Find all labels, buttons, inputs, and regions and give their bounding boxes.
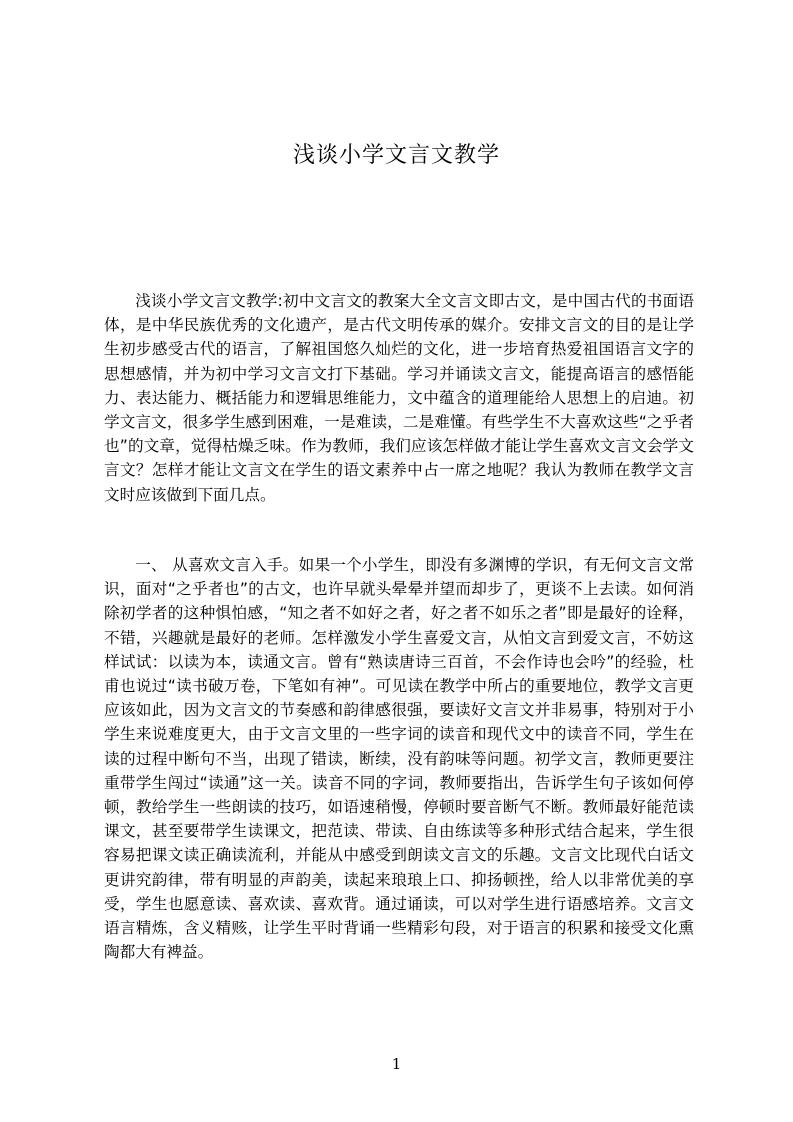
paragraph-section-one: 一、 从喜欢文言入手。如果一个小学生，即没有多渊博的学识，有无何文言文常识，面对“之乎者也”的古文，也许早就头晕晕并望而却步了，更谈不上去读。如何消除初学者的这种惧怕感，“知之者不如好之者，好之者不如乐之者”即是最好的诠释，不错，兴趣就是最好的老师。怎样激发小学生喜爱文言，从怕文言到爱文言，不妨这样试试：以读为本，读通文言。曾有“熟读唐诗三百首，不会作诗也会吟”的经验，杜甫也说过“读书破万卷，下笔如有神”。可见读在教学中所占的重要地位，教学文言更应该如此，因为文言文的节奏感和韵律感很强，要读好文言文并非易事，特别对于小学生来说难度更大，由于文言文里的一些字词的读音和现代文中的读音不同，学生在读的过程中断句不当，出现了错读，断续，没有韵味等问题。初学文言，教师更要注重带学生闯过“读通”这一关。读音不同的字词，教师要指出，告诉学生句子该如何停顿，教给学生一些朗读的技巧，如语速稍慢，停顿时要音断气不断。教师最好能范读课文，甚至要带学生读课文，把范读、带读、自由练读等多种形式结合起来，学生很容易把课文读正确读流利，并能从中感受到朗读文言文的乐趣。文言文比现代白话文更讲究韵律，带有明显的声韵美，读起来琅琅上口、抑扬顿挫，给人以非常优美的享受，学生也愿意读、喜欢读、喜欢背。通过诵读，可以对学生进行语感培养。文言文语言精炼，含义精赅，让学生平时背诵一些精彩句段，对于语言的积累和接受文化熏陶都大有裨益。 [104, 556, 694, 962]
document-title: 浅谈小学文言文教学 [292, 143, 500, 168]
page-number: 1 [391, 1055, 402, 1073]
paragraph-introduction: 浅谈小学文言文教学:初中文言文的教案大全文言文即古文，是中国古代的书面语体，是中华民族优秀的文化遗产，是古代文明传承的媒介。安排文言文的目的是让学生初步感受古代的语言，了解祖国悠久灿烂的文化，进一步培育热爱祖国语言文字的思想感情，并为初中学习文言文打下基础。学习并诵读文言文，能提高语言的感悟能力、表达能力、概括能力和逻辑思维能力，文中蕴含的道理能给人思想上的启迪。初学文言文，很多学生感到困难，一是难读，二是难懂。有些学生不大喜欢这些“之乎者也”的文章，觉得枯燥乏味。作为教师，我们应该怎样做才能让学生喜欢文言文会学文言文？怎样才能让文言文在学生的语文素养中占一席之地呢？我认为教师在教学文言文时应该做到下面几点。 [104, 292, 694, 504]
